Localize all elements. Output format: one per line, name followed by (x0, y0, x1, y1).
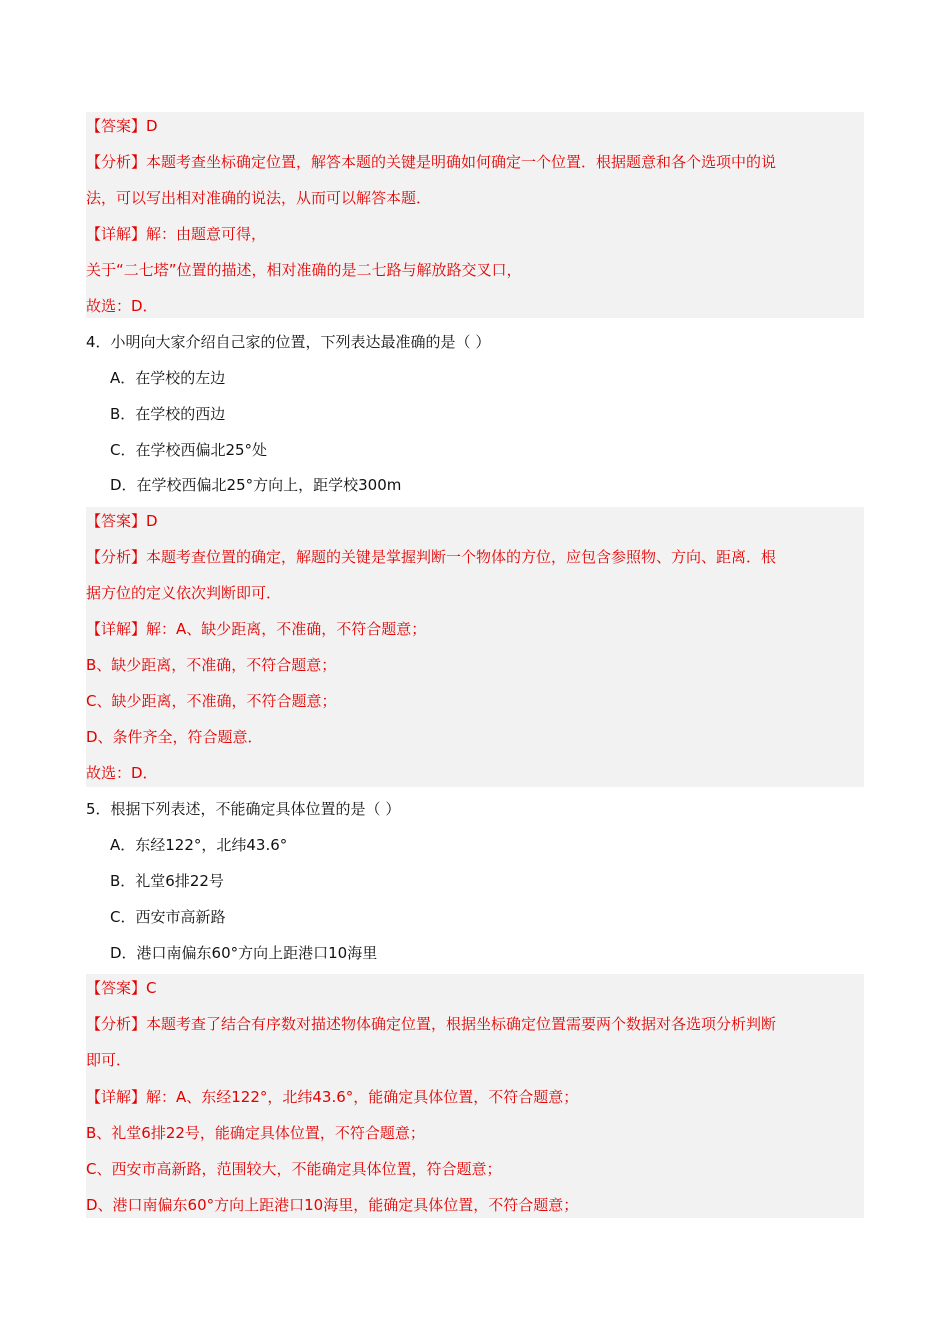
q4-detail-line1: 【详解】解：A、缺少距离，不准确，不符合题意； (86, 620, 427, 638)
q4-conclusion: 故选：D． (86, 764, 158, 782)
q3-answer: 【答案】D (86, 117, 158, 135)
q5-detail-line2: B、礼堂6排22号，能确定具体位置，不符合题意； (86, 1124, 425, 1142)
q3-detail-line1: 【详解】解：由题意可得， (86, 225, 267, 243)
q4-answer: 【答案】D (86, 512, 158, 530)
q5-detail-line3: C、西安市高新路，范围较大，不能确定具体位置，符合题意； (86, 1160, 502, 1178)
q5-stem: 5．根据下列表述，不能确定具体位置的是（ ） (86, 800, 401, 818)
q4-analysis-line1: 【分析】本题考查位置的确定，解题的关键是掌握判断一个物体的方位，应包含参照物、方向、距离．根 (86, 548, 777, 566)
q4-analysis-line2: 据方位的定义依次判断即可． (86, 584, 282, 602)
q5-option-c: C．西安市高新路 (110, 908, 226, 926)
q5-option-a: A．东经122°，北纬43.6° (110, 836, 288, 854)
q4-option-c: C．在学校西偏北25°处 (110, 441, 268, 459)
q5-answer: 【答案】C (86, 979, 157, 997)
q4-stem: 4．小明向大家介绍自己家的位置，下列表达最准确的是（ ） (86, 333, 491, 351)
q4-detail-line2: B、缺少距离，不准确，不符合题意； (86, 656, 337, 674)
q4-detail-line4: D、条件齐全，符合题意． (86, 728, 263, 746)
q5-analysis-line1: 【分析】本题考查了结合有序数对描述物体确定位置，根据坐标确定位置需要两个数据对各选项分析判断 (86, 1015, 777, 1033)
q3-analysis-line2: 法，可以写出相对准确的说法，从而可以解答本题． (86, 189, 432, 207)
q3-conclusion: 故选：D． (86, 297, 158, 315)
q5-detail-line1: 【详解】解：A、东经122°，北纬43.6°，能确定具体位置，不符合题意； (86, 1088, 579, 1106)
q4-option-b: B．在学校的西边 (110, 405, 226, 423)
q5-detail-line4: D、港口南偏东60°方向上距港口10海里，能确定具体位置，不符合题意； (86, 1196, 579, 1214)
q5-option-d: D．港口南偏东60°方向上距港口10海里 (110, 944, 378, 962)
q4-option-a: A．在学校的左边 (110, 369, 226, 387)
q4-option-d: D．在学校西偏北25°方向上，距学校300m (110, 476, 402, 494)
q3-detail-line2: 关于“二七塔”位置的描述，相对准确的是二七路与解放路交叉口， (86, 261, 522, 279)
q4-detail-line3: C、缺少距离，不准确，不符合题意； (86, 692, 337, 710)
q5-analysis-line2: 即可． (86, 1051, 132, 1069)
q3-analysis-line1: 【分析】本题考查坐标确定位置，解答本题的关键是明确如何确定一个位置．根据题意和各个选项中的说 (86, 153, 777, 171)
q5-option-b: B．礼堂6排22号 (110, 872, 224, 890)
